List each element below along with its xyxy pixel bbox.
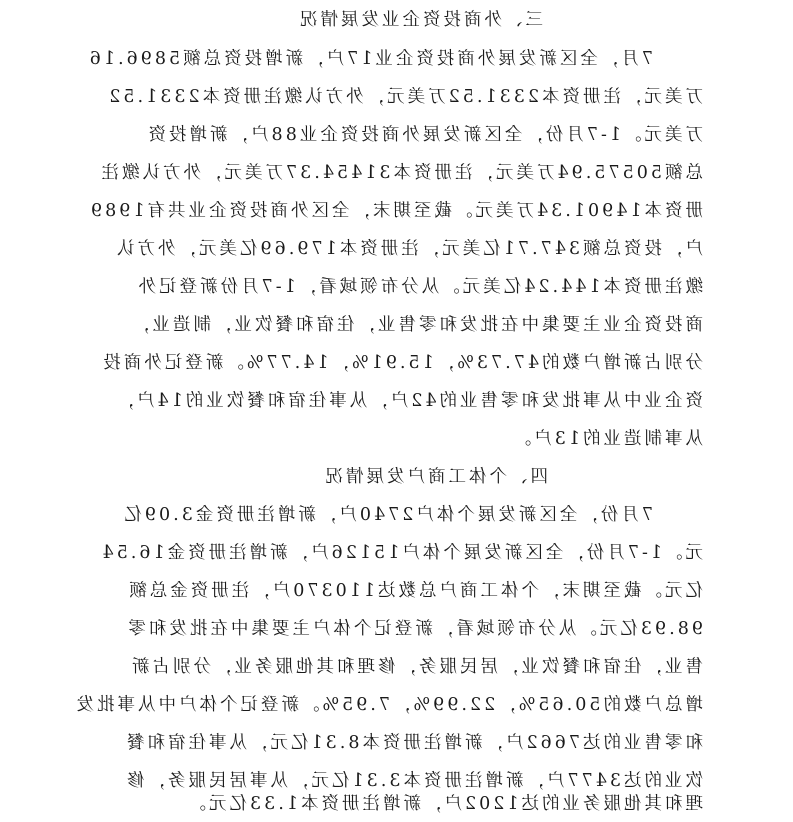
paragraph-line: 增总户数的50.65%，22.99%，7.95%。新登记个体户中从事批发 bbox=[73, 695, 703, 715]
section-heading-foreign-investment: 三、外商投资企业发展情况 bbox=[297, 10, 543, 30]
paragraph-line: 和零售业的达7662户，新增注册资本8.31亿元，从事住宿和餐 bbox=[124, 733, 703, 753]
paragraph-line: 亿元。截至期末，个体工商户总数达110370户，注册资金总额 bbox=[126, 581, 703, 601]
paragraph-line: 饮业的达3477户，新增注册资本3.31亿元，从事居民服务，修 bbox=[124, 771, 703, 791]
paragraph-line: 分别占新增户数的47.73%，15.91%，14.77%。新登记外商投 bbox=[100, 353, 703, 373]
paragraph-line: 售业，住宿和餐饮业，居民服务，修理和其他服务业，分别占新 bbox=[129, 657, 703, 677]
paragraph-line: 7月份，全区新发展个体户2740户，新增注册资金3.09亿 bbox=[121, 505, 653, 525]
paragraph-line: 7月，全区新发展外商投资企业17户，新增投资总额5896.16 bbox=[86, 49, 653, 69]
paragraph-line: 98.93亿元。从分布领域看，新登记个体户主要集中在批发和零 bbox=[125, 619, 703, 639]
paragraph-line: 万美元，注册资本2331.52万美元，外方认缴注册资本2331.52 bbox=[106, 87, 703, 107]
paragraph-line: 商投资企业主要集中在批发和零售业，住宿和餐饮业，制造业， bbox=[129, 315, 703, 335]
section-heading-individual-business: 四、个体工商户发展情况 bbox=[322, 467, 548, 487]
paragraph-line: 元。1-7月份，全区新发展个体户15126户，新增注册资金16.54 bbox=[99, 543, 703, 563]
paragraph-line: 总额50575.94万美元，注册资本31454.37万美元，外方认缴注 bbox=[98, 163, 703, 183]
paragraph-line: 缴注册资本144.24亿美元。从分布领域看，1-7月份新登记外 bbox=[135, 277, 703, 297]
paragraph-line: 从事制造业的13户。 bbox=[510, 429, 703, 449]
paragraph-line: 册资本14901.34万美元。截至期末，全区外商投资企业共有1989 bbox=[87, 201, 703, 221]
paragraph-line: 户，投资总额347.71亿美元，注册资本179.69亿美元，外方认 bbox=[114, 239, 703, 259]
paragraph-line: 理和其他服务业的达1202户，新增注册资本1.33亿元。 bbox=[185, 794, 703, 814]
paragraph-line: 万美元。1-7月份，全区新发展外商投资企业88户，新增投资 bbox=[145, 125, 703, 145]
paragraph-line: 资企业中从事批发和零售业的42户，从事住宿和餐饮业的14户， bbox=[113, 391, 703, 411]
